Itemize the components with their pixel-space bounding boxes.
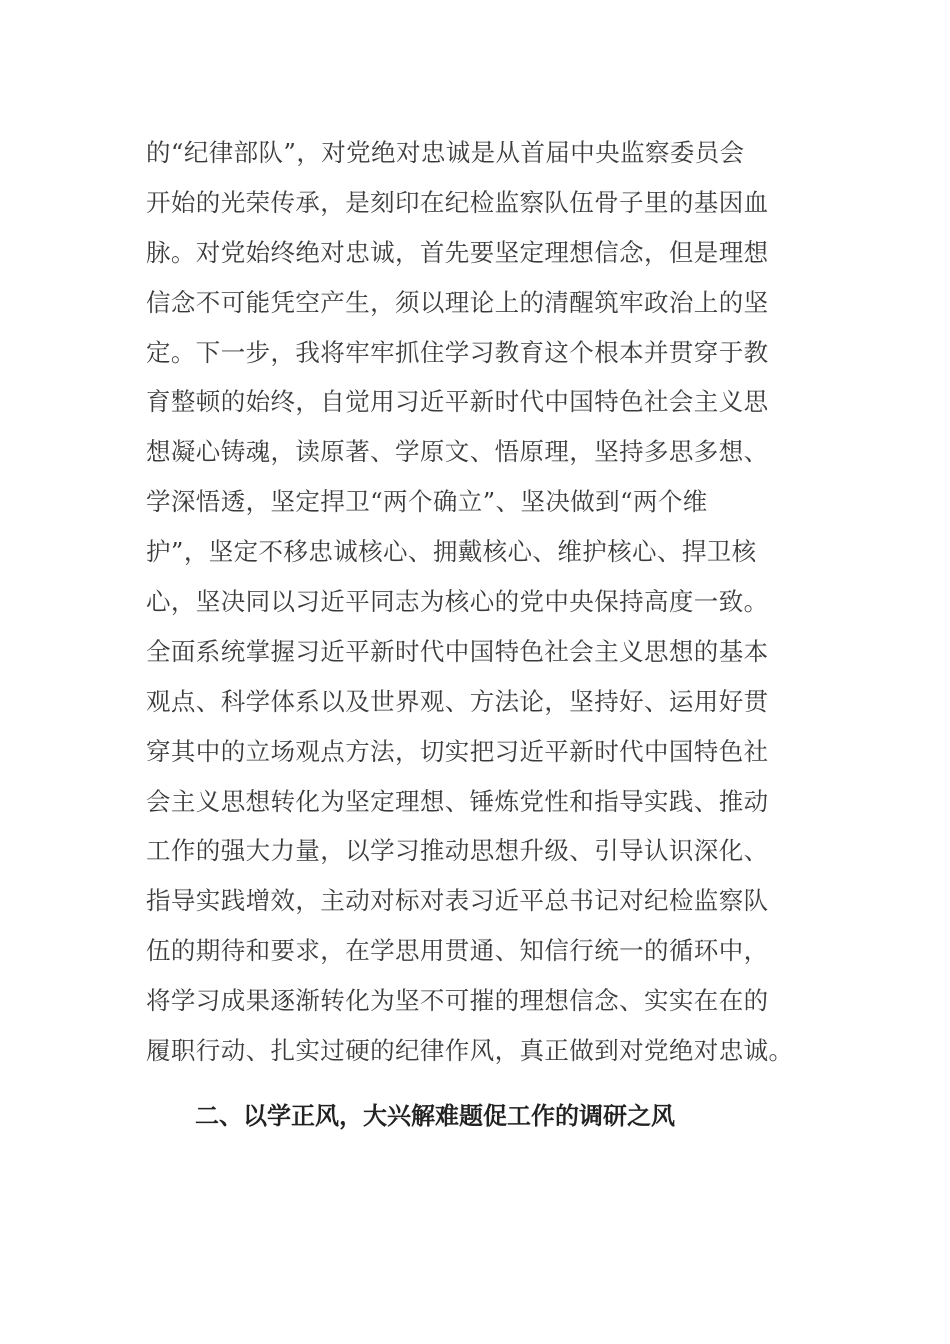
paragraph-line: 会主义思想转化为坚定理想、锤炼党性和指导实践、推动 <box>146 786 769 816</box>
paragraph-line: 脉。对党始终绝对忠诚，首先要坚定理想信念，但是理想 <box>146 237 769 267</box>
paragraph-line: 工作的强大力量，以学习推动思想升级、引导认识深化、 <box>146 836 769 866</box>
section-heading: 二、以学正风，大兴解难题促工作的调研之风 <box>195 1102 675 1130</box>
paragraph-line: 信念不可能凭空产生，须以理论上的清醒筑牢政治上的坚 <box>146 287 769 317</box>
body-paragraph <box>146 128 806 1076</box>
paragraph-line: 观点、科学体系以及世界观、方法论，坚持好、运用好贯 <box>146 686 769 716</box>
paragraph-line: 想凝心铸魂，读原著、学原文、悟原理，坚持多思多想、 <box>146 437 769 467</box>
paragraph-line: 全面系统掌握习近平新时代中国特色社会主义思想的基本 <box>146 636 769 666</box>
paragraph-line: 心，坚决同以习近平同志为核心的党中央保持高度一致。 <box>146 587 769 617</box>
paragraph-line: 伍的期待和要求，在学思用贯通、知信行统一的循环中， <box>146 936 769 966</box>
paragraph-line: 开始的光荣传承，是刻印在纪检监察队伍骨子里的基因血 <box>146 187 769 217</box>
paragraph-line: 学深悟透，坚定捍卫“两个确立”、坚决做到“两个维 <box>146 487 708 517</box>
paragraph-line: 履职行动、扎实过硬的纪律作风，真正做到对党绝对忠诚。 <box>146 1036 794 1066</box>
paragraph-line: 指导实践增效，主动对标对表习近平总书记对纪检监察队 <box>146 886 769 916</box>
paragraph-line: 的“纪律部队”，对党绝对忠诚是从首届中央监察委员会 <box>146 138 745 167</box>
paragraph-line: 穿其中的立场观点方法，切实把习近平新时代中国特色社 <box>146 736 769 766</box>
paragraph-line: 护”，坚定不移忠诚核心、拥戴核心、维护核心、捍卫核 <box>146 537 757 567</box>
paragraph-line: 将学习成果逐渐转化为坚不可摧的理想信念、实实在在的 <box>146 986 769 1016</box>
paragraph-line: 定。下一步，我将牢牢抓住学习教育这个根本并贯穿于教 <box>146 337 769 367</box>
paragraph-line: 育整顿的始终，自觉用习近平新时代中国特色社会主义思 <box>146 387 769 417</box>
